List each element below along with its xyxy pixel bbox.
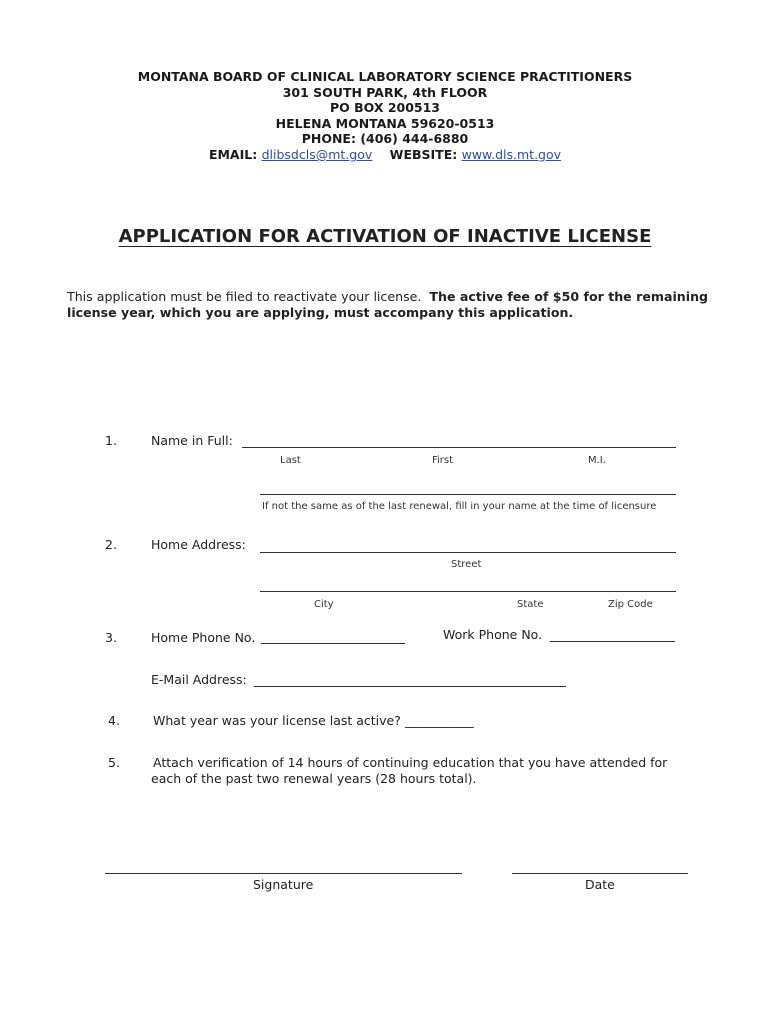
address-sub-state: State	[517, 599, 544, 610]
date-field[interactable]	[512, 873, 688, 874]
item-number-4: 4.	[108, 713, 120, 728]
city-state-zip-field[interactable]	[260, 591, 676, 592]
street-address: 301 SOUTH PARK, 4th FLOOR	[282, 85, 488, 100]
org-name: MONTANA BOARD OF CLINICAL LABORATORY SCIENCE PRACTITIONERS	[137, 69, 633, 84]
phone-number: PHONE: (406) 444-6880	[301, 131, 469, 146]
name-field[interactable]	[242, 447, 676, 448]
name-label: Name in Full:	[151, 433, 233, 448]
website-link[interactable]: www.dls.mt.gov	[461, 147, 562, 162]
intro-paragraph	[67, 289, 717, 321]
signature-field[interactable]	[105, 873, 462, 874]
street-field[interactable]	[260, 552, 676, 553]
work-phone-field[interactable]	[550, 641, 675, 642]
home-phone-label: Home Phone No.	[151, 630, 256, 645]
licensure-name-note: If not the same as of the last renewal, fill in your name at the time of licensure	[262, 501, 657, 512]
email-address-field[interactable]	[254, 686, 566, 687]
email-address-label: E-Mail Address:	[151, 672, 247, 687]
work-phone-label: Work Phone No.	[443, 627, 543, 642]
address-sub-zip: Zip Code	[608, 599, 653, 610]
home-phone-field[interactable]	[261, 643, 405, 644]
signature-label: Signature	[253, 877, 314, 892]
address-sub-street: Street	[451, 559, 482, 570]
item-number-5: 5.	[108, 755, 120, 770]
ce-instruction-line2: each of the past two renewal years (28 hours total).	[151, 771, 477, 786]
email-link[interactable]: dlibsdcls@mt.gov	[261, 147, 373, 162]
name-sub-first: First	[432, 455, 454, 466]
item-number-2: 2.	[105, 537, 117, 552]
contact-line	[0, 147, 770, 162]
form-title: APPLICATION FOR ACTIVATION OF INACTIVE LICENSE	[118, 226, 652, 247]
ce-instruction-line1: Attach verification of 14 hours of continuing education that you have attended for	[153, 755, 668, 770]
date-label: Date	[585, 877, 615, 892]
item-number-3: 3.	[105, 630, 117, 645]
form-title-wrap	[0, 226, 770, 247]
address-label: Home Address:	[151, 537, 246, 552]
licensure-name-field[interactable]	[260, 494, 676, 495]
website-label: WEBSITE:	[389, 147, 458, 162]
city-state-zip: HELENA MONTANA 59620-0513	[275, 116, 495, 131]
name-sub-last: Last	[280, 455, 301, 466]
last-active-question[interactable]: What year was your license last active? ___________	[153, 713, 474, 728]
item-number-1: 1.	[105, 433, 117, 448]
email-label: EMAIL:	[208, 147, 258, 162]
intro-plain: This application must be filed to reactivate your license.	[67, 289, 422, 304]
intro-bold: The active fee of $50 for the remaining license year, which you are applying, must accompany this application.	[67, 289, 709, 320]
po-box: PO BOX 200513	[329, 100, 441, 115]
name-sub-mi: M.I.	[588, 455, 606, 466]
address-sub-city: City	[314, 599, 334, 610]
